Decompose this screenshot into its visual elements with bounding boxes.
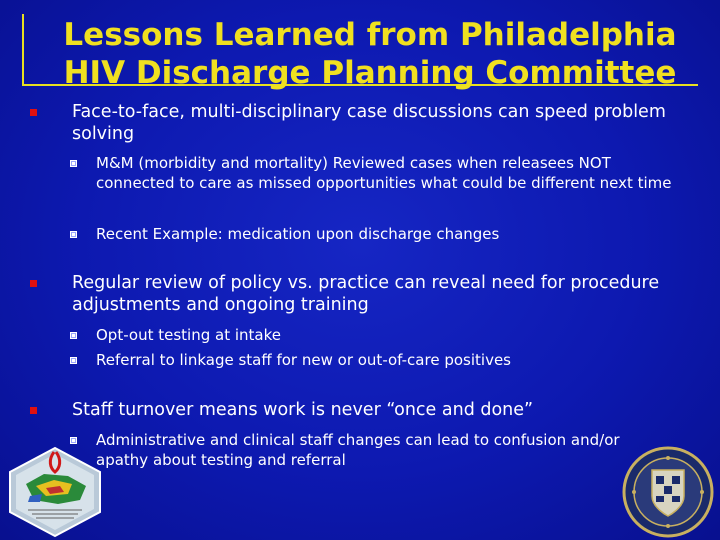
bullet-square-icon <box>30 109 37 116</box>
bullet-1: Face-to-face, multi-disciplinary case discussions can speed problem solving <box>72 102 666 144</box>
bullet-1-sub-2: Recent Example: medication upon discharge changes <box>96 225 500 243</box>
bullet-1-sub-1: M&M (morbidity and mortality) Reviewed cases when releasees NOT connected to care as missed opportunities what could be different next time <box>96 154 672 192</box>
bullet-3-sub-1: Administrative and clinical staff changes can lead to confusion and/or apathy about testing and referral <box>96 431 620 469</box>
committee-logo <box>6 446 104 538</box>
title-line-2: HIV Discharge Planning Committee <box>63 55 677 91</box>
bullet-2: Regular review of policy vs. practice can reveal need for procedure adjustments and ongoing training <box>72 273 660 315</box>
sub-bullet-box-icon <box>70 437 77 444</box>
bullet-2-sub-2: Referral to linkage staff for new or out-of-care positives <box>96 351 511 369</box>
sub-bullet-box-icon <box>70 160 77 167</box>
title-rule-vertical <box>22 14 24 84</box>
title-line-1: Lessons Learned from Philadelphia <box>63 17 677 53</box>
sub-bullet-box-icon <box>70 357 77 364</box>
university-seal-logo <box>620 446 716 538</box>
bullet-square-icon <box>30 280 37 287</box>
slide-title <box>40 16 700 92</box>
bullet-2-sub-1: Opt-out testing at intake <box>96 326 281 344</box>
bullet-3: Staff turnover means work is never “once and done” <box>72 400 534 420</box>
sub-bullet-box-icon <box>70 231 77 238</box>
sub-bullet-box-icon <box>70 332 77 339</box>
bullet-square-icon <box>30 407 37 414</box>
